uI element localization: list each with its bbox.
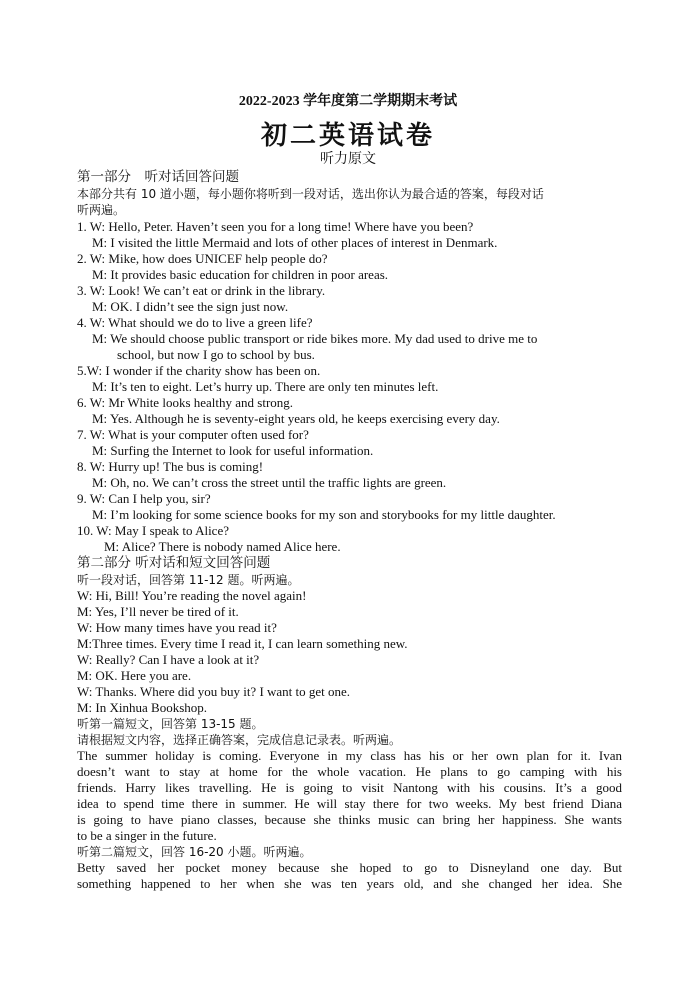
passage2-intro: 听第二篇短文，回答 16-20 小题。听两遍。: [77, 845, 312, 859]
q9-w-line: 9. W: Can I help you, sir?: [77, 491, 211, 506]
q5-m-line: M: It’s ten to eight. Let’s hurry up. There are only ten minutes left.: [92, 379, 439, 394]
dialogue-line: M: Yes, I’ll never be tired of it.: [77, 604, 239, 619]
passage1-line-last: to be a singer in the future.: [77, 828, 217, 843]
paper-subtitle: 听力原文: [320, 151, 376, 167]
q8-m-line: M: Oh, no. We can’t cross the street until the traffic lights are green.: [92, 475, 447, 490]
passage1-line: is going to have piano classes, because she thinks music can bring her happiness. She wants: [77, 812, 622, 827]
q1-w-line: 1. W: Hello, Peter. Haven’t seen you for a long time! Where have you been?: [77, 219, 474, 234]
passage1-intro: 听第一篇短文，回答第 13-15 题。: [77, 717, 264, 731]
passage1-line: The summer holiday is coming. Everyone in my class has his or her own plan for it. Ivan: [77, 748, 622, 763]
q7-m-line: M: Surfing the Internet to look for useful information.: [92, 443, 374, 458]
part1-heading: 第一部分 听对话回答问题: [77, 169, 239, 185]
part1-instruction: 本部分共有 10 道小题，每小题你将听到一段对话，选出你认为最合适的答案，每段对话: [77, 187, 544, 201]
q1-m-line: M: I visited the little Mermaid and lots of other places of interest in Denmark.: [92, 235, 498, 250]
part2-heading: 第二部分 听对话和短文回答问题: [77, 555, 271, 571]
passage1-line: idea to spend time there in summer. He will stay there for two weeks. My best friend Diana: [77, 796, 622, 811]
paper-title: 初二英语试卷: [260, 121, 435, 151]
passage1-line: friends. Harry likes travelling. He is going to visit Nantong with his cousins. It’s a good: [77, 780, 622, 795]
q6-w-line: 6. W: Mr White looks healthy and strong.: [77, 395, 294, 410]
dialogue-intro: 听一段对话，回答第 11-12 题。听两遍。: [77, 573, 300, 587]
passage2-line: Betty saved her pocket money because she hoped to go to Disneyland one day. But: [77, 860, 622, 875]
q4-m-line: M: We should choose public transport or ride bikes more. My dad used to drive me to: [92, 331, 538, 346]
dialogue-line: W: Really? Can I have a look at it?: [77, 652, 260, 667]
q9-m-line: M: I’m looking for some science books for my son and storybooks for my little daughter.: [92, 507, 556, 522]
q2-w-line: 2. W: Mike, how does UNICEF help people do?: [77, 251, 328, 266]
passage1-line: doesn’t want to stay at home for the whole vacation. He plans to go camping with his: [77, 764, 622, 779]
exam-title: 2022-2023 学年度第二学期期末考试: [238, 94, 458, 109]
q5-w-line: 5.W: I wonder if the charity show has been on.: [77, 363, 321, 378]
dialogue-line: M:Three times. Every time I read it, I can learn something new.: [77, 636, 408, 651]
dialogue-line: W: How many times have you read it?: [77, 620, 277, 635]
q3-m-line: M: OK. I didn’t see the sign just now.: [92, 299, 289, 314]
dialogue-line: M: OK. Here you are.: [77, 668, 192, 683]
q10-m-line: M: Alice? There is nobody named Alice here.: [104, 539, 341, 554]
passage2-line: something happened to her when she was ten years old, and she changed her idea. She: [77, 876, 622, 891]
dialogue-line: W: Thanks. Where did you buy it? I want to get one.: [77, 684, 351, 699]
q7-w-line: 7. W: What is your computer often used for?: [77, 427, 309, 442]
q8-w-line: 8. W: Hurry up! The bus is coming!: [77, 459, 264, 474]
q3-w-line: 3. W: Look! We can’t eat or drink in the library.: [77, 283, 326, 298]
q6-m-line: M: Yes. Although he is seventy-eight years old, he keeps exercising every day.: [92, 411, 500, 426]
dialogue-line: W: Hi, Bill! You’re reading the novel again!: [77, 588, 307, 603]
part1-instruction-cont: 听两遍。: [77, 203, 126, 217]
dialogue-line: M: In Xinhua Bookshop.: [77, 700, 207, 715]
q2-m-line: M: It provides basic education for children in poor areas.: [92, 267, 389, 282]
q4-w-line: 4. W: What should we do to live a green life?: [77, 315, 313, 330]
passage1-instruction: 请根据短文内容，选择正确答案，完成信息记录表。听两遍。: [77, 733, 402, 747]
q10-w-line: 10. W: May I speak to Alice?: [77, 523, 229, 538]
q4-m-line-cont: school, but now I go to school by bus.: [117, 347, 315, 362]
